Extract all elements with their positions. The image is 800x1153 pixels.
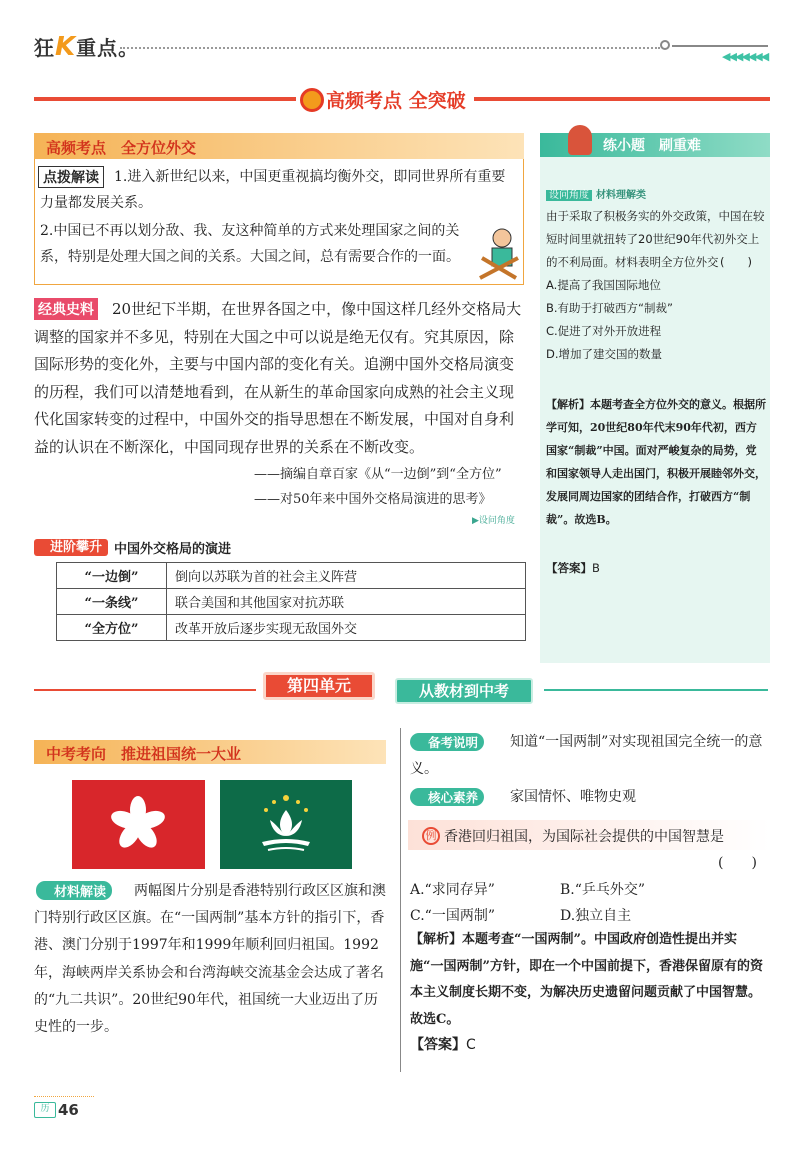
key-point-p1: 1.进入新世纪以来，中国更重视搞均衡外交，即同世界所有重要力量都发展关系。 bbox=[40, 169, 506, 211]
tag-exam-note: 备考说明 bbox=[410, 733, 484, 751]
table-cell-value: 改革开放后逐步实现无敌国外交 bbox=[167, 615, 526, 641]
header-line bbox=[672, 45, 768, 47]
bauhinia-icon bbox=[72, 780, 205, 869]
key-point-title: 高频考点 全方位外交 bbox=[46, 139, 197, 157]
table-cell-key: “一条线” bbox=[57, 589, 167, 615]
history-text: 20世纪下半期，在世界各国之中，像中国这样几经外交格局大调整的国家并不多见，特别在大国之中可以说是绝无仅有。究其原因，除国际形势的变化外，主要与中国内部的变化有关。追溯中国外交格局演变的历程，我们可以清楚地看到，在从新生的革命国家向成熟的社会主义现代化国家转变的过程中，中国外交的指导思想在不断发展，中国对自身利益的认识在不断深化，中国同现存世界的关系在不断改变。 bbox=[34, 300, 522, 456]
example-bracket: ( ) bbox=[718, 855, 757, 871]
table-cell-key: “全方位” bbox=[57, 615, 167, 641]
table-cell-value: 倒向以苏联为首的社会主义阵营 bbox=[167, 563, 526, 589]
practice-tag bbox=[546, 186, 646, 201]
practice-option-a[interactable]: A.提高了我国国际地位 bbox=[546, 278, 661, 292]
analysis-label: 【解析】 bbox=[410, 932, 463, 947]
answer-value: C bbox=[466, 1037, 476, 1053]
logo-text-1: 狂 bbox=[34, 36, 55, 60]
example-option-a[interactable]: A.“求同存异” bbox=[410, 882, 495, 898]
page-number: 46 bbox=[58, 1101, 79, 1119]
table-cell-key: “一边倒” bbox=[57, 563, 167, 589]
example-analysis bbox=[410, 927, 770, 1033]
tag-core-literacy: 核心素养 bbox=[410, 788, 484, 806]
answer-label: 【答案】 bbox=[546, 561, 592, 575]
macau-flag-image bbox=[220, 780, 352, 869]
answer-label: 【答案】 bbox=[410, 1037, 466, 1053]
logo-text-2: 重点。 bbox=[76, 36, 140, 60]
analysis-text: 本题考查全方位外交的意义。根据所学可知，20世纪80年代末90年代初，西方国家“制裁”中国。面对严峻复杂的局势，党和国家领导人走出国门，积极开展睦邻外交，发展同周边国家的团结合作，打破西方“制裁”。故选B。 bbox=[546, 398, 766, 526]
analysis-text: 本题考查“一国两制”。中国政府创造性提出并实施“一国两制”方针，即在一个中国前提下，香港保留原有的资本主义制度长期不变，为解决历史遗留问题贡献了中国智慧。故选C。 bbox=[410, 932, 763, 1027]
practice-tag-label: 设问角度 bbox=[546, 190, 592, 201]
tag-classic-material: 经典史料 bbox=[34, 298, 98, 320]
source-line-2: ——对50年来中国外交格局演进的思考》 bbox=[254, 492, 492, 507]
example-icon: 例 bbox=[422, 827, 440, 845]
evolution-title: 中国外交格局的演进 bbox=[114, 542, 232, 557]
material-text: 两幅图片分别是香港特别行政区区旗和澳门特别行政区区旗。在“一国两制”基本方针的指引下，香港、澳门分别于1997年和1999年顺利回归祖国。1992年，海峡两岸关系协会和台湾海峡交流基金会达成了著名的“九二共识”。20世纪90年代，祖国统一大业迈出了历史性的一步。 bbox=[34, 883, 386, 1036]
practice-answer bbox=[546, 560, 600, 576]
practice-option-c[interactable]: C.促进了对外开放进程 bbox=[546, 324, 662, 338]
unit-line-left bbox=[34, 689, 256, 691]
table-row bbox=[57, 563, 526, 589]
core-literacy-text: 家国情怀、唯物史观 bbox=[510, 789, 636, 805]
tag-interpretation: 点拨解读 bbox=[38, 166, 104, 188]
evolution-table bbox=[56, 562, 526, 641]
lotus-icon bbox=[220, 780, 352, 869]
table-row bbox=[57, 589, 526, 615]
exam-note-text: 知道“一国两制”对实现祖国完全统一的意义。 bbox=[410, 734, 763, 777]
logo-k: K bbox=[55, 32, 77, 62]
student-figure-icon bbox=[568, 125, 592, 155]
section-title: 高频考点 全突破 bbox=[296, 86, 474, 113]
tag-material-reading: 材料解读 bbox=[36, 881, 112, 900]
reading-figure-icon bbox=[474, 224, 524, 280]
example-option-c[interactable]: C.“一国两制” bbox=[410, 908, 495, 924]
practice-bracket: ( ) bbox=[720, 255, 752, 269]
analysis-label: 【解析】 bbox=[546, 398, 590, 411]
unit-label: 第四单元 bbox=[263, 672, 375, 700]
practice-option-d[interactable]: D.增加了建交国的数量 bbox=[546, 347, 663, 361]
exam-direction-title: 中考考向 推进祖国统一大业 bbox=[46, 745, 242, 763]
answer-value: B bbox=[592, 561, 600, 575]
practice-analysis bbox=[546, 393, 766, 531]
practice-tag-text: 材料理解类 bbox=[596, 190, 646, 201]
header-dotted-line bbox=[120, 47, 660, 49]
practice-question bbox=[546, 205, 766, 366]
example-option-d[interactable]: D.独立自主 bbox=[560, 908, 632, 924]
table-row bbox=[57, 615, 526, 641]
source-line-1: ——摘编自章百家《从“一边倒”到“全方位” bbox=[254, 467, 502, 482]
table-cell-value: 联合美国和其他国家对抗苏联 bbox=[167, 589, 526, 615]
unit-line-right bbox=[544, 689, 768, 691]
header-arrows-icon: ◀◀◀◀◀◀◀ bbox=[722, 50, 768, 63]
key-point-p2: 2.中国已不再以划分敌、我、友这种简单的方式来处理国家之间的关系，特别是处理大国之间的关系。大国之间，总有需要合作的一面。 bbox=[40, 223, 460, 265]
practice-option-b[interactable]: B.有助于打破西方“制裁” bbox=[546, 301, 673, 315]
practice-title: 练小题 刷重难 bbox=[603, 138, 701, 154]
question-angle-link[interactable]: ▶设问角度 bbox=[472, 516, 515, 526]
example-option-b[interactable]: B.“乒乓外交” bbox=[560, 882, 646, 898]
practice-question-text: 由于采取了积极务实的外交政策，中国在较短时间里就扭转了20世纪90年代初外交上的不利局面。材料表明全方位外交 bbox=[546, 209, 765, 269]
hong-kong-flag-image bbox=[72, 780, 205, 869]
column-divider bbox=[400, 728, 401, 1072]
page-dots bbox=[34, 1096, 94, 1097]
history-book-icon: 历 bbox=[34, 1102, 56, 1118]
tag-advance: 进阶攀升 bbox=[34, 539, 108, 556]
example-question: 香港回归祖国，为国际社会提供的中国智慧是 bbox=[444, 829, 724, 845]
header-circle-icon bbox=[660, 40, 670, 50]
unit-subtitle: 从教材到中考 bbox=[395, 678, 533, 704]
example-answer bbox=[410, 1034, 476, 1054]
target-icon bbox=[300, 88, 324, 112]
